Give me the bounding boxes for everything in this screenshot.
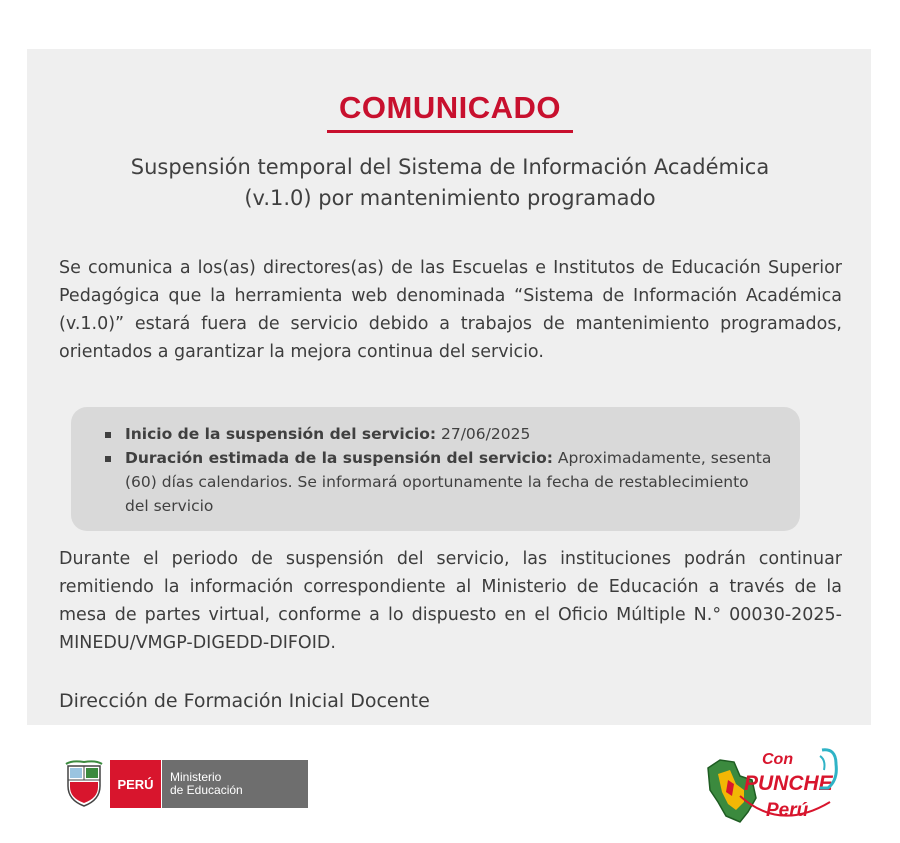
list-item [105, 446, 777, 518]
campaign-con-text: Con [762, 751, 794, 768]
bullet-icon [105, 432, 111, 438]
campaign-punche-text: PUNCHE [744, 772, 833, 795]
ministry-logo [62, 760, 308, 808]
bullet-icon [105, 456, 111, 462]
ministry-line-2: de Educación [170, 783, 243, 797]
detail-value: 27/06/2025 [436, 425, 531, 443]
continuation-paragraph: Durante el periodo de suspensión del servicio, las instituciones podrán continuar remitiendo la información correspondiente al Ministerio de Educación a través de la mesa de partes virtual, conforme a lo dispuesto en el Oficio Múltiple N.° 00030-2025-MINEDU/VMGP-DIGEDD-DIFOID. [59, 549, 842, 653]
detail-label: Duración estimada de la suspensión del servicio: [125, 449, 553, 467]
announcement-subtitle [0, 152, 900, 214]
details-list [105, 422, 777, 518]
ministry-line-1: Ministerio [170, 770, 222, 784]
detail-label: Inicio de la suspensión del servicio: [125, 425, 437, 443]
list-item [105, 422, 777, 446]
announcement-heading [0, 90, 900, 133]
signature: Dirección de Formación Inicial Docente [59, 690, 430, 712]
coat-of-arms-icon [62, 760, 106, 808]
subtitle-line-1: Suspensión temporal del Sistema de Información Académica [130, 155, 770, 179]
suspension-details-box [71, 407, 800, 531]
con-punche-peru-logo [700, 740, 845, 835]
ministry-name [161, 760, 308, 808]
intro-paragraph: Se comunica a los(as) directores(as) de las Escuelas e Institutos de Educación Superior Pedagógica que la herramienta web denominada “Sistema de Información Académica (v.1.0)” estará fuera de servicio debido a trabajos de mantenimiento programados, orientados a garantizar la mejora continua del servicio. [59, 258, 842, 362]
campaign-peru-text: Perú [766, 800, 809, 821]
page-title: COMUNICADO [327, 90, 573, 133]
detail-value: Aproximadamente, sesenta (60) días calendarios. Se informará oportunamente la fecha de restablecimiento del servicio [125, 449, 772, 515]
subtitle-line-2: (v.1.0) por mantenimiento programado [244, 186, 656, 210]
peru-label: PERÚ [110, 760, 161, 808]
